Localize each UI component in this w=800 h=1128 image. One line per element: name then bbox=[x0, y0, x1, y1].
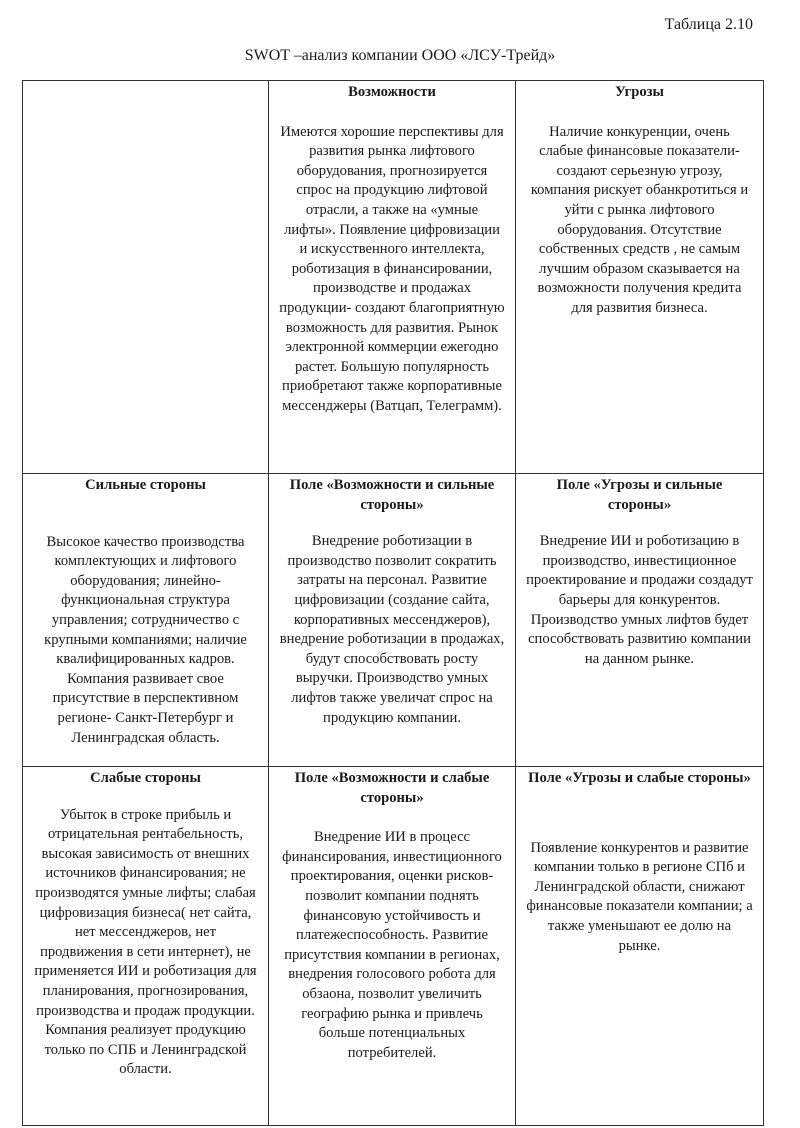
weaknesses-text: Убыток в строке прибыль и отрицательная рентабельность, высокая зависимость от внешних источников финансирования; не производятся умные лифты; слабая цифровизация бизнеса( нет сайта, нет мессенджеров, нет продвижения в сети интернет), не применяется ИИ и роботизация для планирования, прогнозирования, производства и продаж продукции. Компания реализует продукцию только по СПБ и Ленинградской области. bbox=[34, 806, 257, 1078]
threats-text: Наличие конкуренции, очень слабые финансовые показатели- создают серьезную угрозу, компания рискует обанкротиться и уйти с рынка лифтового оборудования. Отсутствие собственных средств , не самым лучшим образом сказывается на возможности получения кредита для развития бизнеса. bbox=[530, 123, 749, 316]
so-cell bbox=[269, 474, 516, 767]
opportunities-cell bbox=[269, 81, 516, 474]
strengths-title: Сильные стороны bbox=[85, 477, 206, 493]
st-text: Внедрение ИИ и роботизацию в производство, инвестиционное проектирование и продажи создадут барьеры для конкурентов. Производство умных лифтов будет способствовать развитию компании на данном рынке. bbox=[526, 533, 753, 667]
so-title: Поле «Возможности и сильные стороны» bbox=[289, 477, 495, 513]
weaknesses-title: Слабые стороны bbox=[90, 770, 201, 786]
wo-text: Внедрение ИИ в процесс финансирования, инвестиционного проектирования, оценки рисков- позволит компании поднять финансовую устойчивость и платежеспособность. Развитие присутствия компании в регионах, внедрения голосового робота для обзаона, позволит увеличить географию рынка и привлечь больше потенциальных потребителей. bbox=[282, 829, 502, 1061]
table-caption: SWOT –анализ компании ООО «ЛСУ-Трейд» bbox=[244, 47, 556, 64]
table-row bbox=[23, 81, 764, 474]
wo-cell bbox=[269, 767, 516, 1126]
st-cell bbox=[516, 474, 764, 767]
wt-text: Появление конкурентов и развитие компании только в регионе СПб и Ленинградской области, снижают финансовые показатели компании; а также уменьшают ее долю на рынке. bbox=[526, 839, 753, 954]
so-text: Внедрение роботизации в производство позволит сократить затраты на персонал. Развитие цифровизации (создание сайта, корпоративных мессенджеров), внедрение роботизации в продажах, будут способствовать росту выручки. Производство умных лифтов также увеличат спрос на продукцию компании. bbox=[279, 533, 505, 726]
opportunities-text: Имеются хорошие перспективы для развития рынка лифтового оборудования, прогнозируется спрос на продукцию лифтовой отрасли, а также на «умные лифты». Появление цифровизации и искусственного интеллекта, роботизация в финансировании, производстве и продажах продукции- создают благоприятную возможность для развития. Рынок электронной коммерции ежегодно растет. Большую популярность приобретают также корпоративные мессенджеры (Ватцап, Телеграмм). bbox=[279, 123, 505, 414]
threats-cell bbox=[516, 81, 764, 474]
strengths-cell bbox=[23, 474, 269, 767]
table-row bbox=[23, 767, 764, 1126]
table-number: Таблица 2.10 bbox=[664, 16, 753, 33]
weaknesses-cell bbox=[23, 767, 269, 1126]
swot-table bbox=[22, 80, 764, 1126]
st-title: Поле «Угрозы и сильные стороны» bbox=[556, 477, 723, 513]
threats-title: Угрозы bbox=[615, 84, 664, 100]
strengths-text: Высокое качество производства комплектующих и лифтового оборудования; линейно-функциональная структура управления; сотрудничество с крупными компаниями; наличие квалифицированных кадров. bbox=[44, 533, 247, 668]
opportunities-title: Возможности bbox=[348, 84, 436, 100]
empty-corner-cell bbox=[23, 81, 269, 474]
wo-title: Поле «Возможности и слабые стороны» bbox=[294, 770, 490, 806]
strengths-text-2: Компания развивает свое присутствие в перспективном регионе- Санкт-Петербург и Ленинградская область. bbox=[52, 670, 239, 746]
table-row bbox=[23, 474, 764, 767]
wt-title: Поле «Угрозы и слабые стороны» bbox=[528, 770, 751, 786]
wt-cell bbox=[516, 767, 764, 1126]
